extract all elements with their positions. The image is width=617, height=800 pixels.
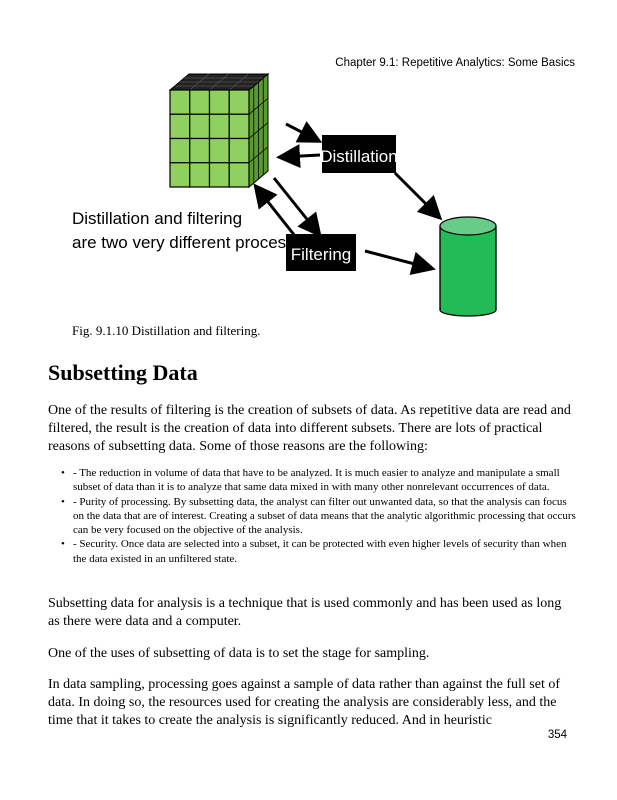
filtering-label: Filtering <box>290 245 352 264</box>
arrow-distillation-to-store <box>395 173 438 216</box>
cube-cell <box>190 90 210 114</box>
data-store-cylinder <box>440 217 496 316</box>
figure-note-line1: Distillation and filtering <box>72 209 243 228</box>
arrow-from-distillation <box>282 155 320 157</box>
list-item <box>48 466 576 495</box>
list-item <box>48 495 576 538</box>
cube-cell <box>210 114 230 138</box>
diagram <box>60 60 520 320</box>
bullet-dot: • <box>61 467 65 479</box>
bullet-dot: • <box>61 495 65 508</box>
reasons-list <box>48 466 576 566</box>
cube-cell <box>170 163 190 187</box>
list-item-text: - Purity of processing. By subsetting data, the analyst can filter out unwanted data, so that the analysis can focus on the data that are of interest. Creating a subset of data means that the analytic algorithmic processing that occurs can be very focused on the objective of the analysis. <box>73 495 576 537</box>
cube-cell <box>229 163 249 187</box>
cube-cell <box>210 90 230 114</box>
cube-cell <box>229 139 249 163</box>
arrow-to-distillation <box>286 124 317 140</box>
cube-cell <box>229 114 249 138</box>
list-item-text: - The reduction in volume of data that have to be analyzed. It is much easier to analyze and manipulate a small subset of data than it is to analyze that same data mixed in with many other nonrelevant occurrences of data. <box>73 467 560 494</box>
figure-distillation-filtering <box>60 60 520 320</box>
running-header: Chapter 9.1: Repetitive Analytics: Some Basics <box>335 57 575 69</box>
cube-cell <box>190 114 210 138</box>
section-heading: Subsetting Data <box>48 360 198 385</box>
list-item <box>48 537 576 566</box>
cube-cell <box>210 163 230 187</box>
bullet-dot: • <box>61 538 65 551</box>
paragraph-intro: One of the results of filtering is the creation of subsets of data. As repetitive data are read and filtered, the result is the creation of data into different subsets. There are lots of practical reasons of subsetting data. Some of those reasons are the following: <box>48 403 571 454</box>
figure-note-line2: are two very different processes <box>72 233 313 252</box>
arrow-filtering-to-store <box>365 251 430 268</box>
paragraph-sampling-stage: One of the uses of subsetting of data is to set the stage for sampling. <box>48 646 430 661</box>
data-cube <box>170 74 268 187</box>
paragraph-data-sampling: In data sampling, processing goes against a sample of data rather than against the full set of data. In doing so, the resources used for creating the analysis are considerably less, and the time that it takes to create the analysis is significantly reduced. And in heuristic <box>48 677 561 728</box>
cube-cell <box>229 90 249 114</box>
arrow-to-filtering <box>274 178 318 233</box>
list-item-text: - Security. Once data are selected into a subset, it can be protected with even higher levels of security than when the data existed in an unfiltered state. <box>73 538 567 565</box>
figure-caption: Fig. 9.1.10 Distillation and filtering. <box>72 323 261 338</box>
cube-cell <box>190 163 210 187</box>
paragraph-subsetting-technique: Subsetting data for analysis is a technique that is used commonly and has been used as long as there were data and a computer. <box>48 596 562 629</box>
distillation-label: Distillation <box>320 147 398 166</box>
cube-cell <box>190 139 210 163</box>
cube-cell <box>170 139 190 163</box>
cube-cell <box>170 90 190 114</box>
cube-cell <box>210 139 230 163</box>
page-number: 354 <box>547 729 567 741</box>
cube-cell <box>170 114 190 138</box>
